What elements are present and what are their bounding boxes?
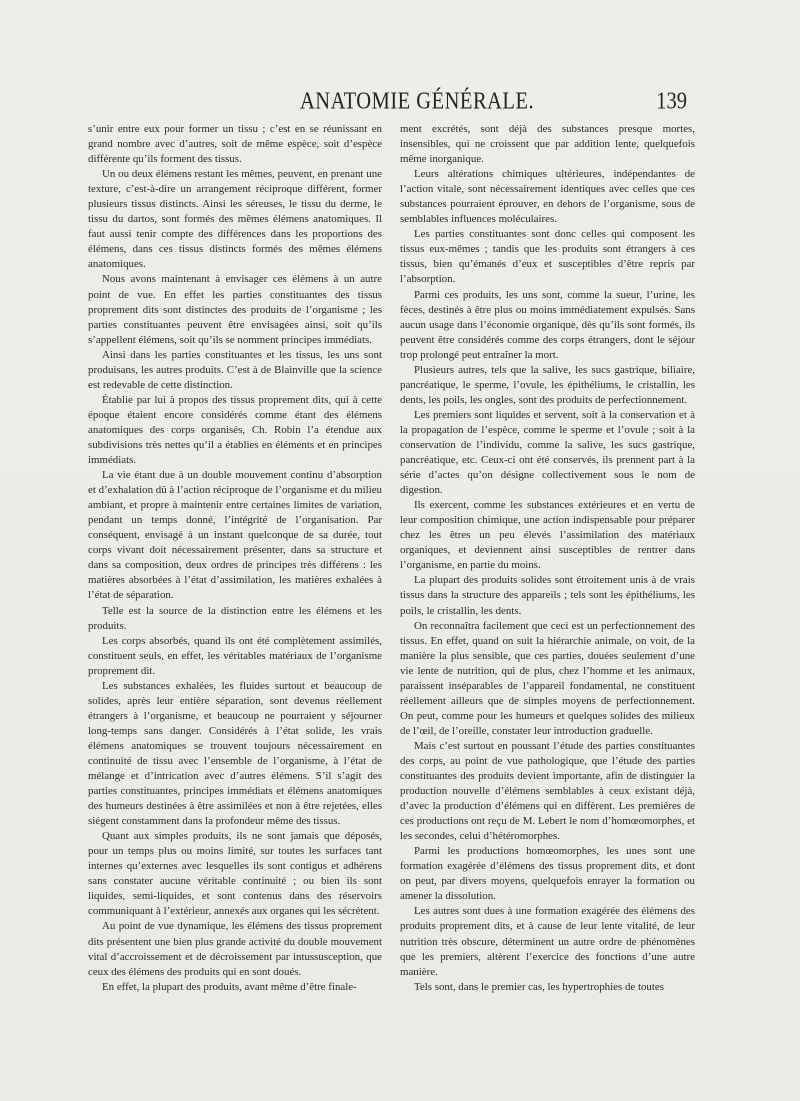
running-title: ANATOMIE GÉNÉRALE. (300, 88, 535, 115)
paragraph: Ils exercent, comme les substances extérieures et en vertu de leur composition chimique, une action indispensable pour préparer chez les êtres un peu élevés l’assimilation des matériaux organiques, et deviennent ainsi susceptibles de rentrer dans l’organisme, en partie du moins. (400, 499, 695, 572)
paragraph: Parmi ces produits, les uns sont, comme la sueur, l’urine, les fèces, destinés à être plus ou moins immédiatement expulsés. Sans aucun usage dans l’économie organique, dès qu’ils sont formés, ils peuvent être considérés comme des corps étrangers, dont le séjour trop prolongé peut entraîner la mort. (400, 288, 695, 361)
paragraph: Les corps absorbés, quand ils ont été complètement assimilés, constituent seuls, en effet, les véritables matériaux de l’organisme proprement dit. (88, 634, 382, 677)
paragraph: Établie par lui à propos des tissus proprement dits, qui à cette époque étaient encore considérés comme étant des élémens anatomiques des corps organisés, Ch. Robin l’a étendue aux subdivisions très nettes qu’il a établies en éléments et en principes immédiats. (88, 393, 382, 467)
paragraph: ment excrétés, sont déjà des substances presque mortes, insensibles, qui ne croissent que par addition lente, quelquefois même inorganique. (400, 123, 695, 166)
paragraph: Plusieurs autres, tels que la salive, les sucs gastrique, biliaire, pancréatique, le sperme, l’ovule, les épithéliums, le cristallin, les dents, les poils, les ongles, sont des produits de perfectionnement. (400, 363, 695, 406)
paragraph: Telle est la source de la distinction entre les élémens et les produits. (88, 604, 382, 632)
paragraph: Quant aux simples produits, ils ne sont jamais que déposés, pour un temps plus ou moins limité, sur toutes les surfaces tant internes qu’externes avec lesquelles ils sont contigus et adhérens sans constater aucune véritable continuité ; ou bien ils sont liquides, semi-liquides, et sont contenus dans des réservoirs communiquant à l’extérieur, annexés aux organes qui les sécrètent. (88, 830, 382, 918)
paragraph: Leurs altérations chimiques ultérieures, indépendantes de l’action vitale, sont nécessairement identiques avec celles que ces substances pourraient éprouver, en dehors de l’organisme, sous de semblables influences moléculaires. (400, 168, 695, 226)
paragraph: Parmi les productions homœomorphes, les unes sont une formation exagérée d’élémens des tissus proprement dits, et dont on peut, par divers moyens, quelquefois enrayer la formation ou amener la dissolution. (400, 845, 695, 903)
left-text-column (88, 122, 382, 1002)
right-text-column (400, 122, 695, 1002)
paragraph: Nous avons maintenant à envisager ces élémens à un autre point de vue. En effet les parties constituantes des tissus proprement dits sont distinctes des produits de l’organisme ; les parties constituantes peuvent être envisagées ainsi, soit qu’ils s’appellent élémens, soit qu’ils se nomment principes immédiats. (88, 273, 382, 346)
paragraph: Au point de vue dynamique, les élémens des tissus proprement dits présentent une bien plus grande activité du double mouvement vital d’accroissement et de décroissement par intussusception, que ceux des élémens des produits qui en sont doués. (88, 920, 382, 978)
paragraph: Mais c’est surtout en poussant l’étude des parties constituantes des corps, au point de vue pathologique, que l’étude des parties constituantes des produits devient importante, afin de distinguer la production nouvelle d’élémens semblables à ceux existant déjà, d’avec la production d’élémens qui en diffèrent. Les premières de ces productions ont reçu de M. Lebert le nom d’homœomorphes, et les secondes, celui d’hétéromorphes. (400, 739, 695, 843)
paragraph: En effet, la plupart des produits, avant même d’être finale- (102, 980, 357, 993)
paragraph: Tels sont, dans le premier cas, les hypertrophies de toutes (414, 980, 664, 993)
page-header (300, 88, 687, 118)
paragraph: La vie étant due à un double mouvement continu d’absorption et d’exhalation dû à l’action réciproque de l’organisme et du milieu ambiant, et propre à maintenir entre certaines limites de variation, pendant un temps donné, l’intégrité de l’organisation. Par conséquent, envisagé à un instant quelconque de sa durée, tout corps vivant doit nécessairement présenter, dans sa structure et dans sa composition, deux ordres de principes très différens : les matières absorbées à l’état d’assimilation, les matières exhalées à l’état de séparation. (88, 469, 382, 602)
paragraph: s’unir entre eux pour former un tissu ; c’est en se réunissant en grand nombre avec d’autres, soit de même espèce, soit d’espèce différente qu’ils forment des tissus. (88, 123, 382, 166)
paragraph: On reconnaîtra facilement que ceci est un perfectionnement des tissus. En effet, quand on suit la hiérarchie animale, on voit, de la manière la plus sensible, que ces parties, douées seulement d’une vie lente de nutrition, qui de plus, chez l’homme et les animaux, paraissent inséparables de l’appareil fondamental, ne constituent réellement ailleurs que de simples moyens de perfectionnement. On peut, comme pour les humeurs et quelques solides des milieux de l’œil, de l’oreille, constater leur introduction graduelle. (400, 619, 695, 737)
paragraph: Les parties constituantes sont donc celles qui composent les tissus eux-mêmes ; tandis que les produits sont étrangers à ces tissus, bien qu’émanés d’eux et susceptibles d’être repris par l’absorption. (400, 228, 695, 286)
paragraph: Ainsi dans les parties constituantes et les tissus, les uns sont produisans, les autres produits. C’est à de Blainville que la science est redevable de cette distinction. (88, 348, 382, 391)
paragraph: La plupart des produits solides sont étroitement unis à de vrais tissus dans la structure des appareils ; tels sont les épithéliums, les poils, le cristallin, les dents. (400, 574, 695, 617)
page-number: 139 (656, 88, 687, 115)
paragraph: Un ou deux élémens restant les mêmes, peuvent, en prenant une texture, c’est-à-dire un arrangement réciproque différent, former plusieurs tissus distincts. Ainsi les séreuses, le tissu du derme, le tissu du dartos, sont formés des mêmes élémens anatomiques. Il faut aussi tenir compte des différences dans les proportions des élémens, dans ces tissus distincts formés des mêmes élémens anatomiques. (88, 168, 382, 271)
paragraph: Les premiers sont liquides et servent, soit à la conservation et à la propagation de l’espèce, comme le sperme et l’ovule ; soit à la conservation de l’individu, comme la salive, les sucs gastrique, pancréatique, etc. Ceux-ci ont été conservés, ils prennent part à la série d’actes qu’on désigne collectivement sous le nom de digestion. (400, 408, 695, 497)
paragraph: Les autres sont dues à une formation exagérée des élémens des produits proprement dits, et à cause de leur lente vitalité, de leur nutrition très obscure, déterminent un autre ordre de phénomènes que les premiers, altèrent l’exercice des fonctions d’une autre manière. (400, 905, 695, 978)
paragraph: Les substances exhalées, les fluides surtout et beaucoup de solides, après leur entière séparation, sont devenus réellement étrangers à l’organisme, et beaucoup ne pourraient y séjourner long-temps sans danger. Considérés à l’état solide, les vrais élémens anatomiques se trouvent toujours nécessairement en continuité de tissu avec l’ensemble de l’organisme, à l’état de mélange et d’intrication avec d’autres élémens. S’il s’agit des parties constituantes, principes immédiats et élémens anatomiques des humeurs destinées à être assimilées et non à être rejetées, elles siégent constamment dans la profondeur même des tissus. (88, 679, 382, 828)
